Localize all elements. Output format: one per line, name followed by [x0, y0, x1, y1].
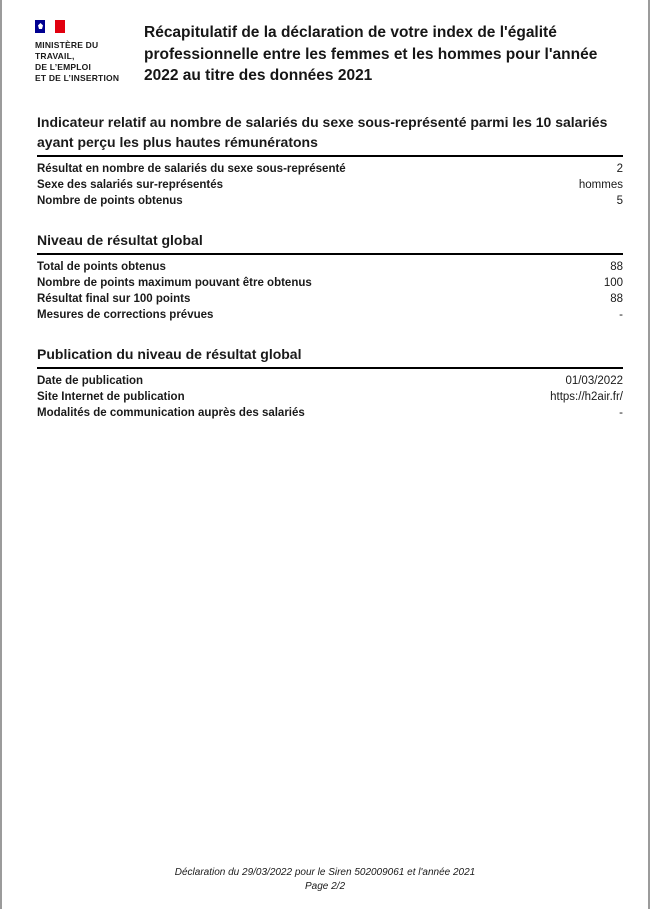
marianne-emblem-icon — [38, 23, 43, 29]
page-title: Récapitulatif de la déclaration de votre index de l'égalité professionnelle entre les femmes et les hommes pour l'année 2022 au titre des données 2021 — [144, 24, 598, 84]
section-divider — [37, 155, 623, 157]
row-value: 100 — [603, 277, 623, 289]
section-publication-resultat-global — [37, 344, 623, 421]
data-row — [37, 389, 623, 405]
flag-white-segment — [45, 20, 55, 33]
flag-blue-segment — [35, 20, 45, 33]
data-row — [37, 275, 623, 291]
row-value: - — [619, 309, 623, 321]
row-value: 5 — [616, 195, 623, 207]
footer-page-number: Page 2/2 — [304, 881, 346, 892]
section-heading: Indicateur relatif au nombre de salariés du sexe sous-représenté parmi les 10 salariés ayant perçu les plus hautes rémunératons — [37, 114, 608, 150]
ministry-logo — [35, 20, 145, 84]
row-label: Résultat en nombre de salariés du sexe sous-représenté — [37, 163, 346, 175]
data-row — [37, 405, 623, 421]
ministry-name-line: ET DE L’INSERTION — [35, 73, 120, 83]
row-label: Mesures de corrections prévues — [37, 309, 214, 321]
row-value: 2 — [616, 163, 623, 175]
ministry-name — [35, 40, 145, 84]
row-label: Résultat final sur 100 points — [37, 293, 191, 305]
data-row — [37, 307, 623, 323]
data-row — [37, 193, 623, 209]
section-divider — [37, 253, 623, 255]
row-label: Total de points obtenus — [37, 261, 166, 273]
publication-url: https://h2air.fr/ — [550, 391, 623, 403]
row-value: 01/03/2022 — [565, 375, 623, 387]
row-label: Nombre de points obtenus — [37, 195, 183, 207]
data-row — [37, 177, 623, 193]
data-row — [37, 373, 623, 389]
row-value: hommes — [578, 179, 623, 191]
row-value: - — [619, 407, 623, 419]
french-flag-icon — [35, 20, 65, 33]
section-heading: Niveau de résultat global — [37, 232, 203, 248]
row-value: 88 — [610, 261, 623, 273]
footer-declaration-line: Déclaration du 29/03/2022 pour le Siren 502009061 et l'année 2021 — [174, 867, 476, 878]
row-label: Modalités de communication auprès des salariés — [37, 407, 305, 419]
row-label: Nombre de points maximum pouvant être obtenus — [37, 277, 312, 289]
section-divider — [37, 367, 623, 369]
document-content — [37, 112, 623, 442]
data-row — [37, 259, 623, 275]
section-heading: Publication du niveau de résultat global — [37, 346, 302, 362]
row-label: Sexe des salariés sur-représentés — [37, 179, 224, 191]
page-footer — [2, 866, 648, 894]
data-row — [37, 161, 623, 177]
flag-red-segment — [55, 20, 65, 33]
row-label: Date de publication — [37, 375, 144, 387]
ministry-name-line: TRAVAIL, — [35, 51, 75, 61]
row-value: 88 — [610, 293, 623, 305]
ministry-name-line: MINISTÈRE DU — [35, 40, 99, 50]
section-niveau-resultat-global — [37, 230, 623, 323]
row-label: Site Internet de publication — [37, 391, 185, 403]
section-indicateur-hautes-remunerations — [37, 112, 623, 209]
data-row — [37, 291, 623, 307]
ministry-name-line: DE L’EMPLOI — [35, 62, 92, 72]
